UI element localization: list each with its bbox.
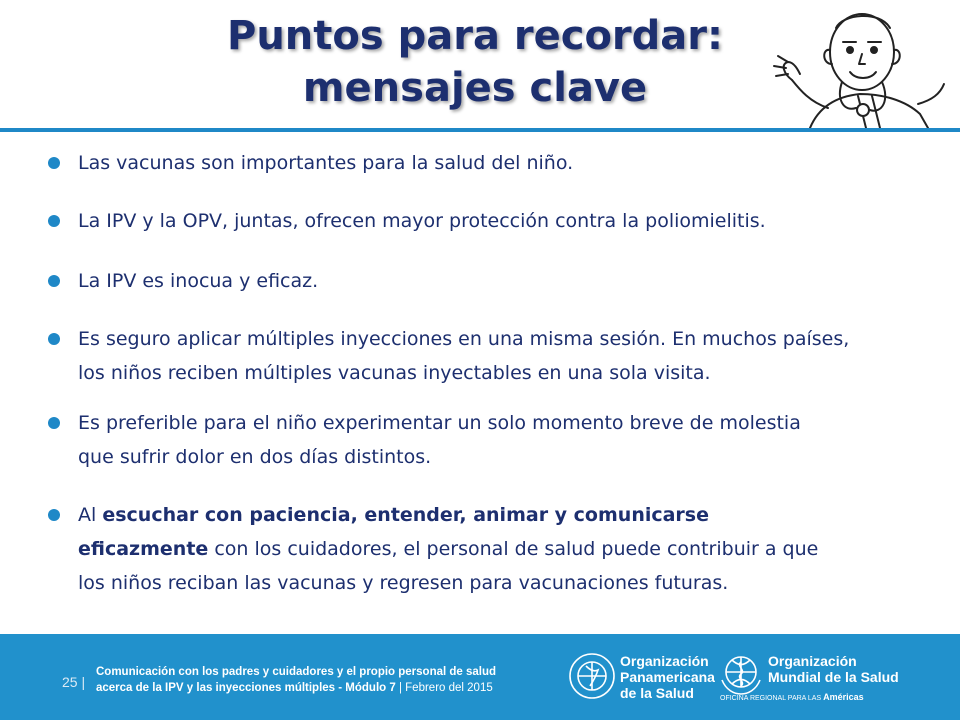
paho-name-line3: de la Salud: [620, 685, 694, 701]
slide-title: [150, 10, 800, 114]
footer-separator: |: [395, 682, 406, 694]
footer-caption-line2: [96, 680, 556, 696]
page-number: 25 |: [62, 674, 86, 690]
who-regional-americas: Américas: [823, 692, 864, 702]
slide-title-line2: mensajes clave: [302, 65, 648, 111]
paho-name-line1: Organización: [620, 653, 709, 669]
bullet-text-prefix: Al: [78, 504, 103, 526]
bullet-dot-icon: [48, 215, 60, 227]
list-item: [78, 498, 938, 600]
bullet-dot-icon: [48, 157, 60, 169]
who-regional-office: [720, 692, 864, 702]
paho-globe-emblem: [568, 652, 616, 700]
list-item: [78, 264, 938, 298]
paho-name-line2: Panamericana: [620, 669, 715, 685]
list-item: [78, 322, 938, 390]
slide-title-line1: Puntos para recordar:: [227, 13, 723, 59]
bullet-text-line2: los niños reciben múltiples vacunas inyectables en una sola visita.: [78, 362, 711, 384]
bullet-text-line2: [78, 532, 938, 566]
title-divider: [0, 128, 960, 132]
bullet-text: Las vacunas son importantes para la salud del niño.: [78, 152, 574, 174]
list-item: [78, 146, 938, 180]
bullet-text-rest: con los cuidadores, el personal de salud puede contribuir a que: [208, 538, 819, 560]
bullet-text-line1: Es seguro aplicar múltiples inyecciones en una misma sesión. En muchos países,: [78, 328, 850, 350]
bullet-text-line3: los niños reciban las vacunas y regresen para vacunaciones futuras.: [78, 572, 729, 594]
paho-logo: [568, 648, 715, 708]
footer-module: acerca de la IPV y las inyecciones múltiples - Módulo 7: [96, 682, 396, 694]
who-name-line1: Organización: [768, 653, 857, 669]
bullet-dot-icon: [48, 275, 60, 287]
bullet-dot-icon: [48, 333, 60, 345]
bullet-text: La IPV es inocua y eficaz.: [78, 270, 319, 292]
bullet-text-emphasis-2: eficazmente: [78, 538, 209, 560]
bullet-text-line1: Es preferible para el niño experimentar un solo momento breve de molestia: [78, 412, 801, 434]
bullet-dot-icon: [48, 509, 60, 521]
bullet-text-line2: que sufrir dolor en dos días distintos.: [78, 446, 432, 468]
who-name-line2: Mundial de la Salud: [768, 669, 899, 685]
footer-caption: [96, 664, 556, 696]
footer-caption-line1: Comunicación con los padres y cuidadores y el propio personal de salud: [96, 666, 497, 678]
footer-date: Febrero del 2015: [405, 682, 493, 694]
list-item: [78, 204, 938, 238]
footer-bar: [0, 634, 960, 720]
doctor-cartoon-icon: [770, 4, 950, 128]
who-regional-small: OFICINA REGIONAL PARA LAS: [720, 695, 822, 702]
bullet-text-emphasis: escuchar con paciencia, entender, animar y comunicarse: [102, 504, 710, 526]
who-emblem: [718, 650, 764, 696]
list-item: [78, 406, 938, 474]
bullet-text-line1: [78, 498, 938, 532]
bullet-text: La IPV y la OPV, juntas, ofrecen mayor protección contra la poliomielitis.: [78, 210, 766, 232]
who-logo: [718, 648, 948, 708]
bullet-dot-icon: [48, 417, 60, 429]
